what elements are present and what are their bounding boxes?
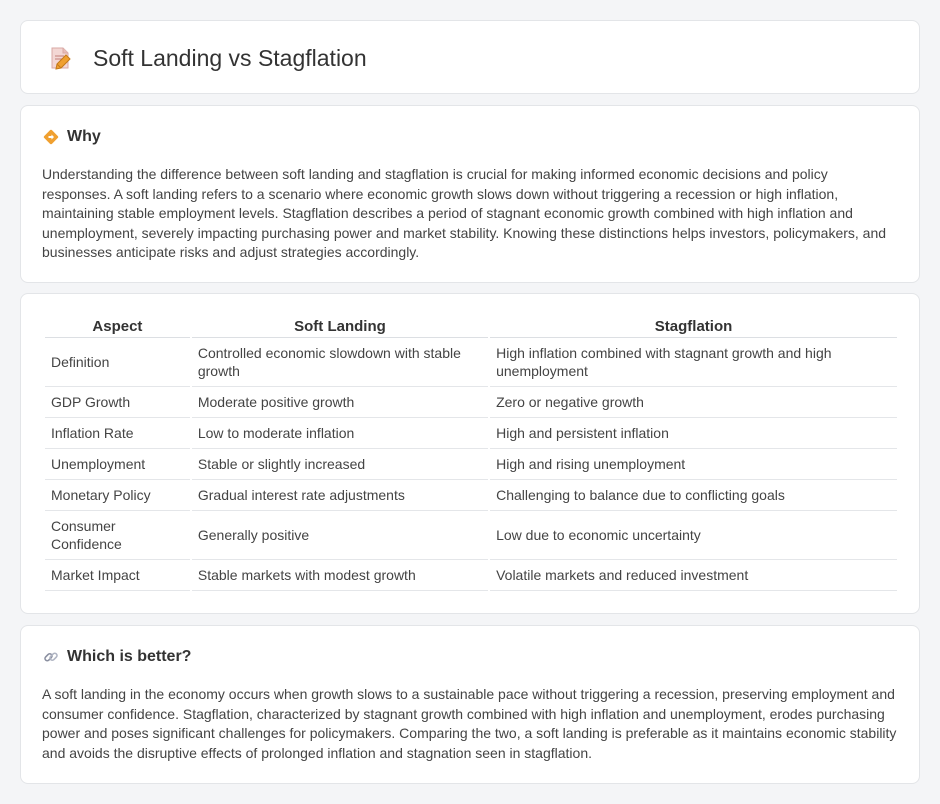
why-heading: Why <box>67 128 101 145</box>
table-header-row <box>45 316 897 338</box>
table-row <box>45 560 897 591</box>
row-stagflation: High and persistent inflation <box>490 418 897 449</box>
row-stagflation: Zero or negative growth <box>490 387 897 418</box>
row-stagflation: Volatile markets and reduced investment <box>490 560 897 591</box>
link-icon <box>43 649 59 665</box>
header-aspect: Aspect <box>45 316 190 338</box>
row-soft-landing: Moderate positive growth <box>192 387 488 418</box>
row-soft-landing: Generally positive <box>192 511 488 560</box>
row-stagflation: High and rising unemployment <box>490 449 897 480</box>
table-row <box>45 480 897 511</box>
title-row <box>47 21 367 95</box>
header-soft-landing: Soft Landing <box>192 316 488 338</box>
row-soft-landing: Gradual interest rate adjustments <box>192 480 488 511</box>
better-text: A soft landing in the economy occurs when growth slows to a sustainable pace without triggering a recession, preserving employment and consumer confidence. Stagflation, characterized by stagnant growth combined with high inflation and unemployment, erodes purchasing power and poses significant challenges for policymakers. Comparing the two, a soft landing is preferable as it maintains economic stability and avoids the disruptive effects of prolonged inflation and stagnation seen in stagflation. <box>42 686 897 761</box>
better-heading: Which is better? <box>67 648 192 665</box>
row-soft-landing: Controlled economic slowdown with stable growth <box>192 338 488 387</box>
table-row <box>45 449 897 480</box>
why-text: Understanding the difference between soft landing and stagflation is crucial for making informed economic decisions and policy responses. A soft landing refers to a scenario where economic growth slows down without triggering a recession or high inflation, maintaining stable employment levels. Stagflation describes a period of stagnant economic growth combined with high inflation and unemployment, severely impacting purchasing power and market stability. Knowing these distinctions helps investors, policymakers, and businesses anticipate risks and adjust strategies accordingly. <box>42 166 887 260</box>
row-soft-landing: Stable markets with modest growth <box>192 560 488 591</box>
row-soft-landing: Low to moderate inflation <box>192 418 488 449</box>
row-aspect: Definition <box>45 338 190 387</box>
why-heading-row <box>43 128 101 146</box>
row-stagflation: Challenging to balance due to conflicting goals <box>490 480 897 511</box>
diamond-arrow-icon <box>43 129 59 145</box>
table-row <box>45 387 897 418</box>
row-aspect: Consumer Confidence <box>45 511 190 560</box>
comparison-section <box>20 293 920 614</box>
row-stagflation: Low due to economic uncertainty <box>490 511 897 560</box>
page-title: Soft Landing vs Stagflation <box>93 44 367 71</box>
document-pencil-icon <box>47 45 73 71</box>
table-row <box>45 418 897 449</box>
table-row <box>45 511 897 560</box>
title-card <box>20 20 920 94</box>
header-stagflation: Stagflation <box>490 316 897 338</box>
row-aspect: Unemployment <box>45 449 190 480</box>
row-aspect: GDP Growth <box>45 387 190 418</box>
which-is-better-section <box>20 625 920 784</box>
row-soft-landing: Stable or slightly increased <box>192 449 488 480</box>
row-aspect: Inflation Rate <box>45 418 190 449</box>
row-stagflation: High inflation combined with stagnant growth and high unemployment <box>490 338 897 387</box>
comparison-table <box>43 316 899 591</box>
row-aspect: Market Impact <box>45 560 190 591</box>
table-row <box>45 338 897 387</box>
row-aspect: Monetary Policy <box>45 480 190 511</box>
better-heading-row <box>43 648 191 666</box>
why-section <box>20 105 920 283</box>
